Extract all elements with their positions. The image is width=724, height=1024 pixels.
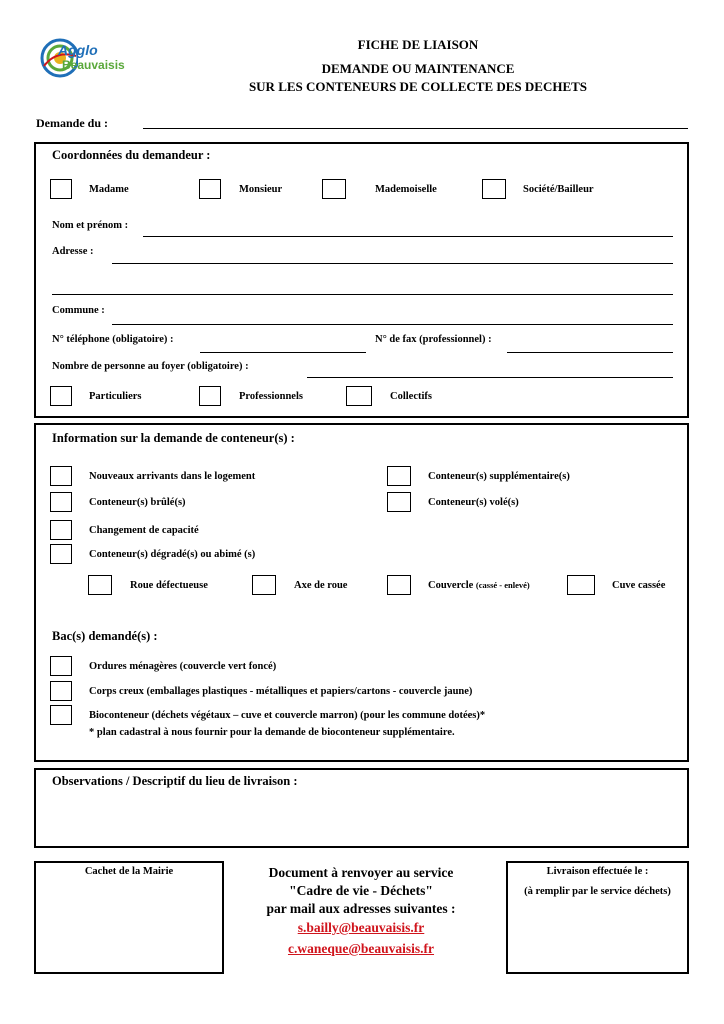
collectifs-label: Collectifs (390, 391, 432, 402)
societe-bailleur-label: Société/Bailleur (523, 184, 594, 195)
nouveaux-arrivants-checkbox[interactable] (50, 466, 72, 486)
conteneur-brule-checkbox[interactable] (50, 492, 72, 512)
changement-capacite-checkbox[interactable] (50, 520, 72, 540)
renvoi-line-3: par mail aux adresses suivantes : (266, 901, 456, 916)
nom-prenom-field[interactable] (143, 236, 673, 237)
livraison-note: (à remplir par le service déchets) (524, 886, 671, 897)
bioconteneur-note: * plan cadastral à nous fournir pour la demande de bioconteneur supplémentaire. (89, 727, 455, 738)
coordonnees-title: Coordonnées du demandeur : (52, 148, 211, 162)
corps-creux-label: Corps creux (emballages plastiques - métalliques et papiers/cartons - couvercle jaune) (89, 686, 473, 697)
email-link-waneque[interactable]: c.waneque@beauvaisis.fr (287, 941, 435, 956)
livraison-label: Livraison effectuée le : (546, 866, 649, 877)
ordures-menageres-checkbox[interactable] (50, 656, 72, 676)
monsieur-checkbox[interactable] (199, 179, 221, 199)
madame-label: Madame (89, 184, 129, 195)
conteneur-supplementaire-checkbox[interactable] (387, 466, 411, 486)
header-title-2: DEMANDE OU MAINTENANCE (321, 61, 515, 76)
observations-title: Observations / Descriptif du lieu de livraison : (52, 774, 298, 788)
roue-defectueuse-checkbox[interactable] (88, 575, 112, 595)
telephone-field[interactable] (200, 352, 366, 353)
cuve-cassee-label: Cuve cassée (612, 580, 666, 591)
conteneur-vole-checkbox[interactable] (387, 492, 411, 512)
collectifs-checkbox[interactable] (346, 386, 372, 406)
societe-bailleur-checkbox[interactable] (482, 179, 506, 199)
commune-label: Commune : (52, 305, 105, 316)
bac-demande-title: Bac(s) demandé(s) : (52, 629, 158, 643)
professionnels-checkbox[interactable] (199, 386, 221, 406)
adresse-label: Adresse : (52, 246, 94, 257)
conteneur-degrade-checkbox[interactable] (50, 544, 72, 564)
logo-text-beauvaisis: Beauvaisis (62, 58, 125, 72)
mademoiselle-checkbox[interactable] (322, 179, 346, 199)
telephone-label: N° téléphone (obligatoire) : (52, 334, 174, 345)
header-title-1: FICHE DE LIAISON (357, 37, 479, 52)
renvoi-line-1: Document à renvoyer au service (268, 865, 454, 880)
email-link-bailly[interactable]: s.bailly@beauvaisis.fr (297, 920, 425, 935)
conteneur-supplementaire-label: Conteneur(s) supplémentaire(s) (428, 471, 570, 482)
changement-capacite-label: Changement de capacité (89, 525, 199, 536)
axe-roue-checkbox[interactable] (252, 575, 276, 595)
particuliers-label: Particuliers (89, 391, 142, 402)
foyer-field[interactable] (307, 377, 673, 378)
professionnels-label: Professionnels (239, 391, 303, 402)
madame-checkbox[interactable] (50, 179, 72, 199)
couvercle-checkbox[interactable] (387, 575, 411, 595)
header-title-3: SUR LES CONTENEURS DE COLLECTE DES DECHETS (248, 79, 588, 94)
commune-field[interactable] (112, 324, 673, 325)
adresse-field-2[interactable] (52, 294, 673, 295)
fax-field[interactable] (507, 352, 673, 353)
demande-du-field[interactable] (143, 128, 688, 129)
information-title: Information sur la demande de conteneur(s) : (52, 431, 295, 445)
demande-du-label: Demande du : (36, 116, 109, 130)
axe-roue-label: Axe de roue (294, 580, 348, 591)
monsieur-label: Monsieur (239, 184, 283, 195)
bioconteneur-checkbox[interactable] (50, 705, 72, 725)
conteneur-brule-label: Conteneur(s) brûlé(s) (89, 497, 186, 508)
mademoiselle-label: Mademoiselle (375, 184, 437, 195)
renvoi-line-2: "Cadre de vie - Déchets" (289, 883, 433, 898)
livraison-box (506, 861, 689, 974)
conteneur-vole-label: Conteneur(s) volé(s) (428, 497, 519, 508)
cachet-mairie-box (34, 861, 224, 974)
renvoi-instructions (232, 864, 490, 958)
adresse-field-1[interactable] (112, 263, 673, 264)
logo-text-agglo: Agglo (58, 42, 98, 58)
foyer-label: Nombre de personne au foyer (obligatoire) : (52, 361, 249, 372)
conteneur-degrade-label: Conteneur(s) dégradé(s) ou abimé (s) (89, 549, 256, 560)
roue-defectueuse-label: Roue défectueuse (130, 580, 208, 591)
ordures-menageres-label: Ordures ménagères (couvercle vert foncé) (89, 661, 277, 672)
bioconteneur-label: Bioconteneur (déchets végétaux – cuve et couvercle marron) (pour les commune dotées)* (89, 710, 486, 721)
corps-creux-checkbox[interactable] (50, 681, 72, 701)
cachet-mairie-label: Cachet de la Mairie (84, 866, 174, 877)
couvercle-note: (cassé - enlevé) (475, 580, 530, 590)
nouveaux-arrivants-label: Nouveaux arrivants dans le logement (89, 471, 256, 482)
couvercle-text: Couvercle (428, 580, 474, 591)
couvercle-label (428, 580, 530, 591)
nom-prenom-label: Nom et prénom : (52, 220, 129, 231)
fax-label: N° de fax (professionnel) : (375, 334, 492, 345)
particuliers-checkbox[interactable] (50, 386, 72, 406)
cuve-cassee-checkbox[interactable] (567, 575, 595, 595)
